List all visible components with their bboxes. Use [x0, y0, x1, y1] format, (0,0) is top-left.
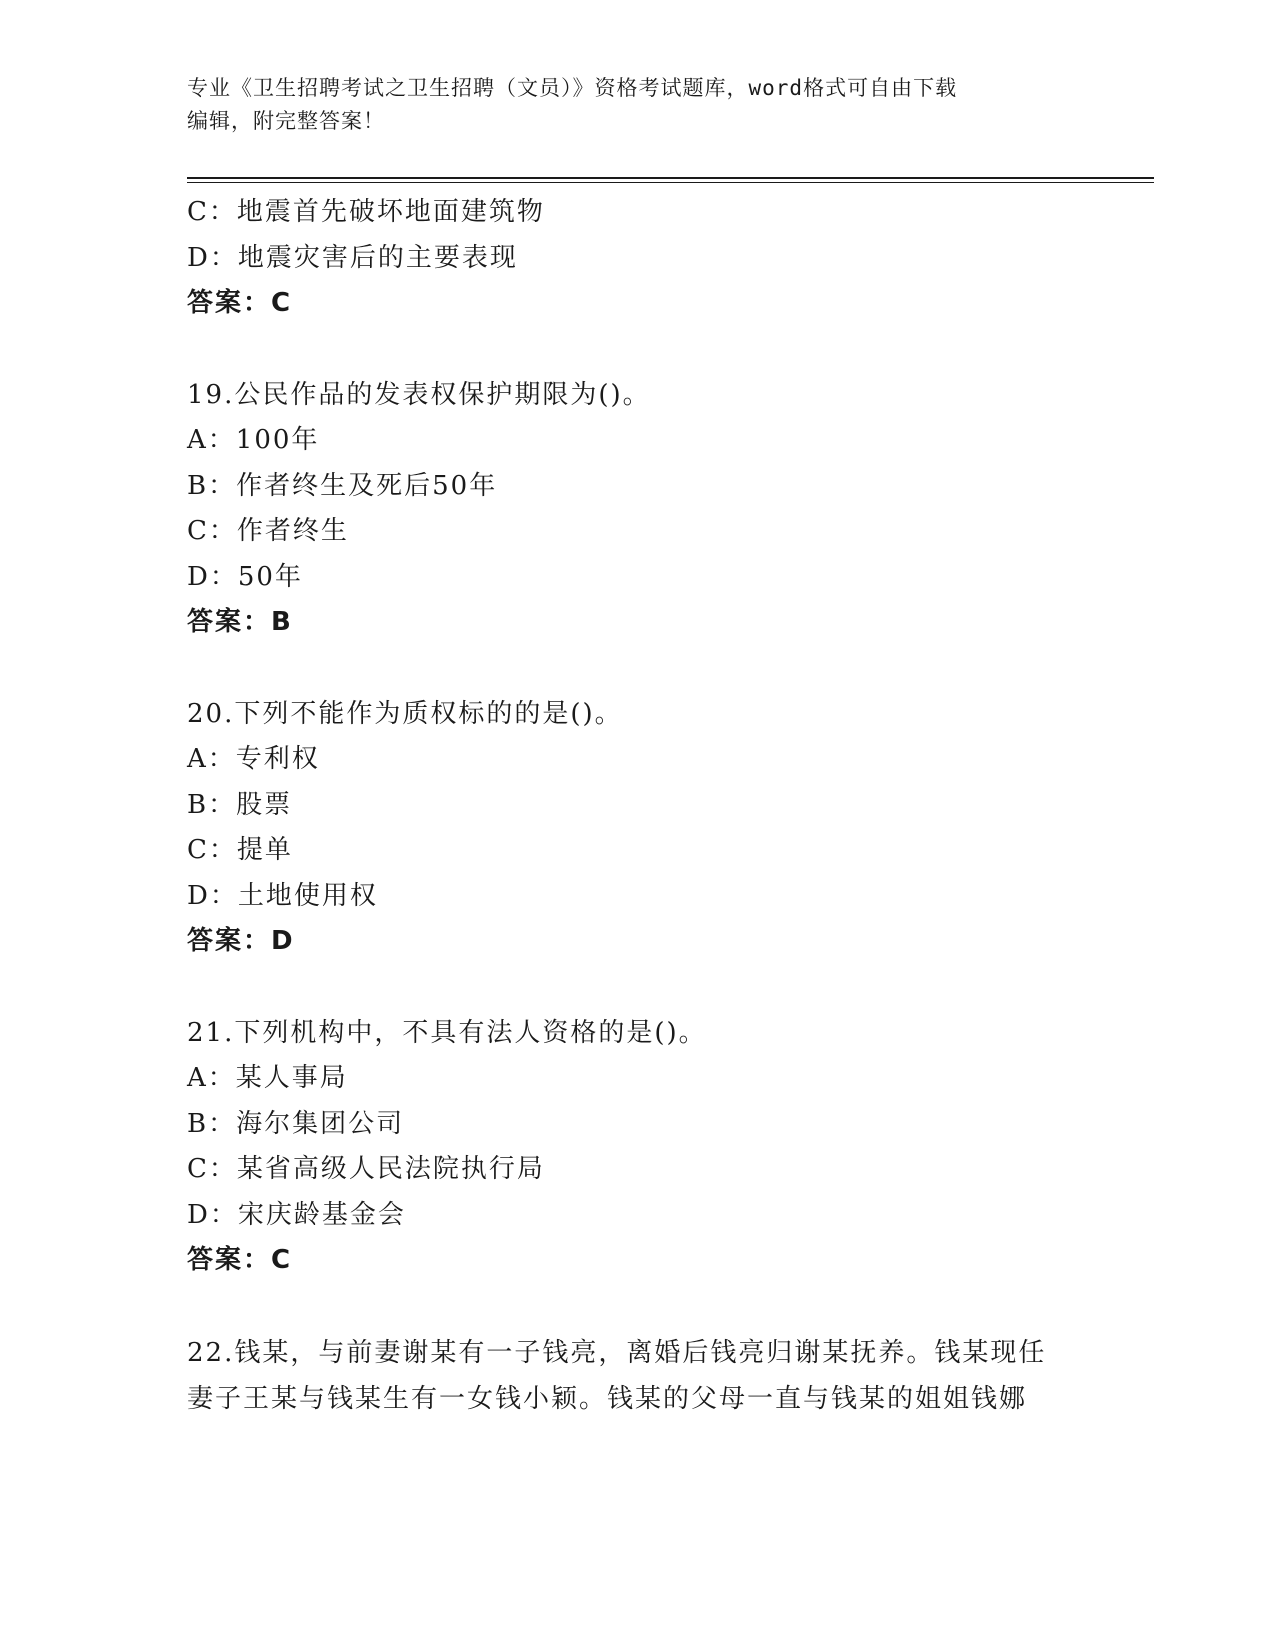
question-19: [187, 373, 1147, 646]
answer-line: 答案：B: [187, 607, 293, 637]
question-20: [187, 692, 1147, 965]
option-c: C：作者终生: [187, 516, 349, 546]
option-d: D：宋庆龄基金会: [187, 1199, 406, 1230]
document-header: [187, 72, 1087, 138]
question-22: [187, 1330, 1147, 1422]
question-stem: 19.公民作品的发表权保护期限为()。: [187, 379, 651, 410]
header-divider-thick: [187, 177, 1154, 179]
option-d: D：50年: [187, 561, 303, 592]
option-d: D：土地使用权: [187, 880, 378, 911]
question-list: [187, 190, 1147, 1422]
option-c: C：某省高级人民法院执行局: [187, 1154, 545, 1184]
option-a: A：专利权: [187, 744, 320, 774]
question-stem-line-2: 妻子王某与钱某生有一女钱小颖。钱某的父母一直与钱某的姐姐钱娜: [187, 1383, 1028, 1414]
option-b: B：作者终生及死后50年: [187, 470, 498, 501]
option-b: B：海尔集团公司: [187, 1108, 405, 1139]
option-d: D：地震灾害后的主要表现: [187, 242, 518, 273]
option-a: A：某人事局: [187, 1063, 348, 1093]
option-c: C：提单: [187, 835, 293, 865]
option-b: B：股票: [187, 789, 293, 820]
question-stem-line-1: 22.钱某，与前妻谢某有一子钱亮，离婚后钱亮归谢某抚养。钱某现任: [187, 1337, 1047, 1368]
answer-line: 答案：C: [187, 1245, 293, 1275]
option-c: C：地震首先破坏地面建筑物: [187, 197, 545, 227]
header-divider-thin: [187, 182, 1154, 183]
question-21: [187, 1011, 1147, 1284]
option-a: A：100年: [187, 425, 320, 455]
question-stem: 20.下列不能作为质权标的的是()。: [187, 698, 623, 729]
answer-line: 答案：C: [187, 288, 293, 318]
question-stem: 21.下列机构中，不具有法人资格的是()。: [187, 1017, 707, 1048]
question-18-continued: [187, 190, 1147, 327]
header-line-1: 专业《卫生招聘考试之卫生招聘（文员）》资格考试题库，word格式可自由下载: [187, 76, 958, 100]
header-line-2: 编辑，附完整答案！: [187, 109, 385, 133]
answer-line: 答案：D: [187, 926, 295, 956]
